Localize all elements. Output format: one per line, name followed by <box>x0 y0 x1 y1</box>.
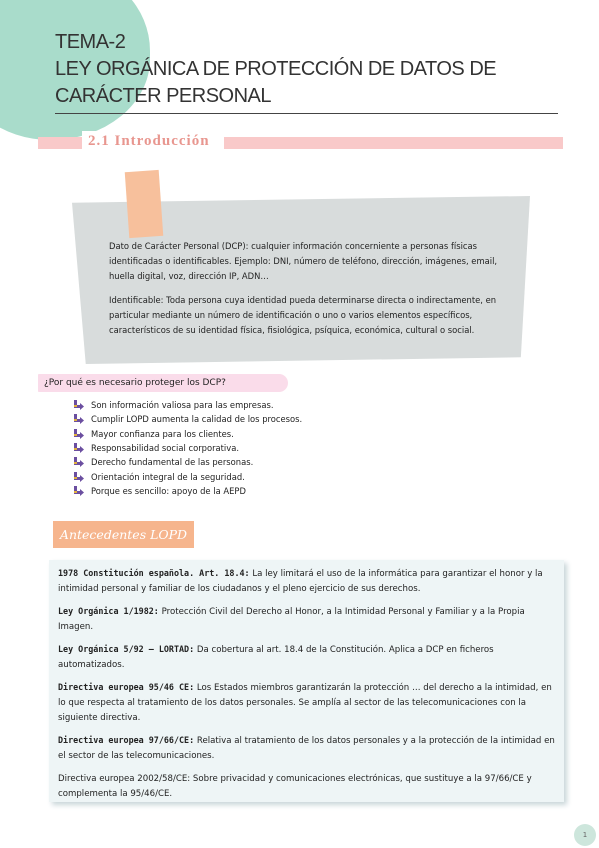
page-title <box>55 29 496 110</box>
antecedente-item <box>58 604 558 635</box>
list-item <box>72 427 302 441</box>
list-item <box>72 455 302 469</box>
down-right-arrow-icon <box>72 485 84 497</box>
antecedente-text: Directiva europea 2002/58/CE: Sobre privacidad y comunicaciones electrónicas, que sustituye a la 97/66/CE y complementa la 95/46/CE. <box>58 774 532 799</box>
down-right-arrow-icon <box>72 413 84 425</box>
down-right-arrow-icon <box>72 471 84 483</box>
title-line-2: LEY ORGÁNICA DE PROTECCIÓN DE DATOS DE <box>55 58 497 80</box>
down-right-arrow-icon <box>72 442 84 454</box>
title-divider <box>55 113 558 114</box>
antecedente-lead: Directiva europea 95/46 CE: <box>58 682 195 692</box>
list-item <box>72 412 302 426</box>
antecedentes-list <box>58 566 558 809</box>
list-item <box>72 398 302 412</box>
antecedente-text: Relativa al tratamiento de los datos personales y a la protección de la intimidad en el sector de las telecomunicaciones. <box>58 736 555 761</box>
antecedente-lead: Ley Orgánica 1/1982: <box>58 606 159 616</box>
antecedente-item <box>58 642 558 673</box>
tape-decoration <box>125 170 164 238</box>
list-item <box>72 484 302 498</box>
title-line-1: TEMA-2 <box>55 31 126 53</box>
antecedente-text: La ley limitará el uso de la informática para garantizar el honor y la intimidad personal y familiar de los ciudadanos y el pleno ejercicio de sus derechos. <box>58 569 543 594</box>
page-number: 1 <box>574 824 596 846</box>
down-right-arrow-icon <box>72 456 84 468</box>
list-item <box>72 469 302 483</box>
reason-text: Porque es sencillo: apoyo de la AEPD <box>91 485 246 496</box>
reason-text: Responsabilidad social corporativa. <box>91 443 240 454</box>
antecedente-item <box>58 566 558 597</box>
reason-text: Cumplir LOPD aumenta la calidad de los procesos. <box>91 414 303 425</box>
definitions <box>109 239 499 347</box>
antecedente-item <box>58 680 558 726</box>
antecedente-lead: Ley Orgánica 5/92 – LORTAD: <box>58 644 195 654</box>
reasons-list <box>72 398 302 498</box>
why-question: ¿Por qué es necesario proteger los DCP? <box>44 378 226 388</box>
antecedentes-label: Antecedentes LOPD <box>53 521 194 548</box>
definition-dcp: Dato de Carácter Personal (DCP): cualquier información concerniente a personas físicas identificadas o identificables. Ejemplo: DNI, número de teléfono, dirección, imágenes, email, huella digital, voz, dirección IP, ADN… <box>109 241 498 281</box>
reason-text: Son información valiosa para las empresas. <box>91 400 274 411</box>
reason-text: Derecho fundamental de las personas. <box>91 457 254 468</box>
antecedente-text: Los Estados miembros garantizarán la protección … del derecho a la intimidad, en lo que respecta al tratamiento de los datos personales. Se amplía al sector de las telecomunicaciones con la siguiente directiva. <box>58 683 552 723</box>
definition-identificable: Identificable: Toda persona cuya identidad pueda determinarse directa o indirectamente, en particular mediante un número de identificación o uno o varios elementos específicos, característicos de su identidad física, fisiológica, psíquica, económica, cultural o social. <box>109 295 497 335</box>
list-item <box>72 441 302 455</box>
down-right-arrow-icon <box>72 399 84 411</box>
section-title: 2.1 Introducción <box>88 133 210 149</box>
antecedente-item <box>58 771 558 802</box>
reason-text: Mayor confianza para los clientes. <box>91 428 234 439</box>
antecedente-text: Da cobertura al art. 18.4 de la Constitución. Aplica a DCP en ficheros automatizados. <box>58 645 494 670</box>
reason-text: Orientación integral de la seguridad. <box>91 471 245 482</box>
antecedente-lead: 1978 Constitución española. Art. 18.4: <box>58 568 250 578</box>
antecedente-lead: Directiva europea 97/66/CE: <box>58 735 195 745</box>
down-right-arrow-icon <box>72 428 84 440</box>
antecedente-text: Protección Civil del Derecho al Honor, a la Intimidad Personal y Familiar y a la Propia Imagen. <box>58 607 525 632</box>
antecedente-item <box>58 733 558 764</box>
title-line-3: CARÁCTER PERSONAL <box>55 85 271 107</box>
